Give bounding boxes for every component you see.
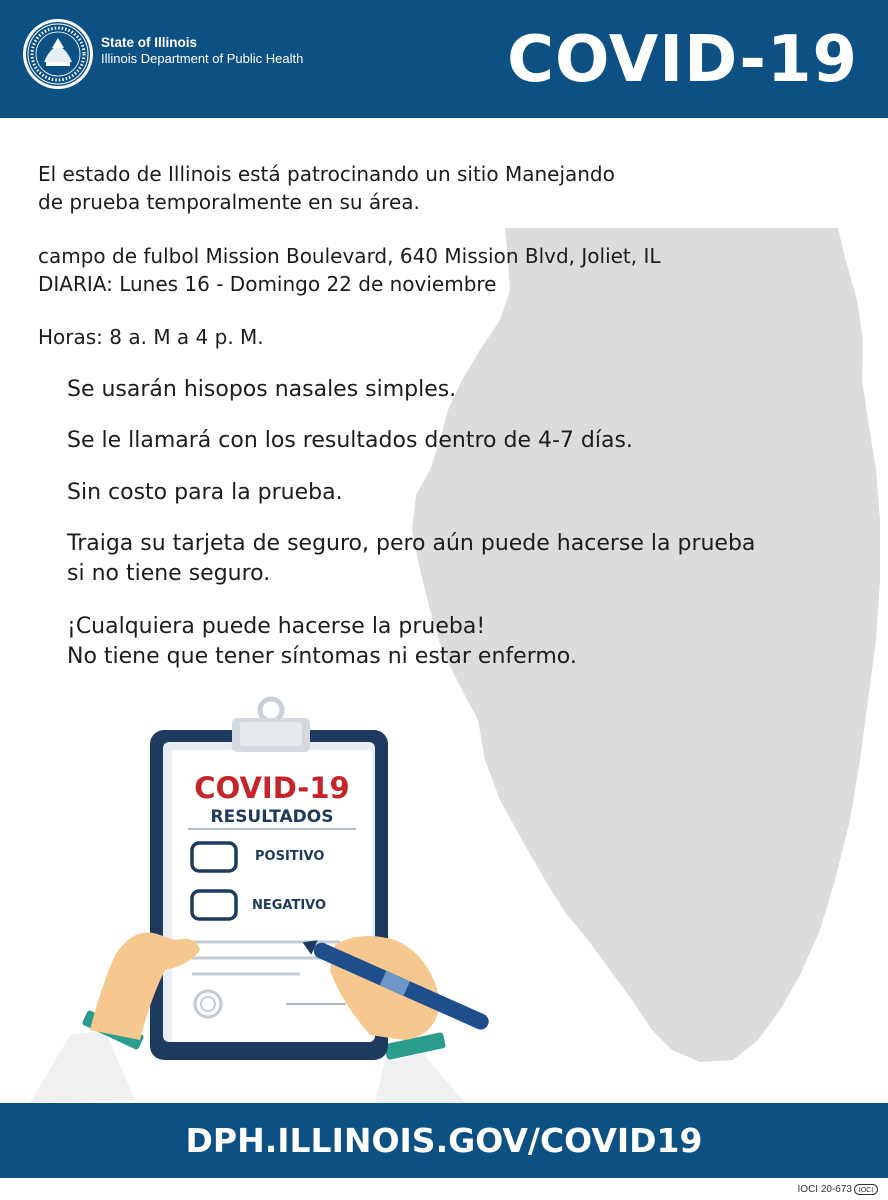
- point-swabs: Se usarán hisopos nasales simples.: [67, 377, 457, 402]
- agency-name: [101, 35, 303, 67]
- state-seal-icon: [22, 18, 94, 90]
- option-negativo-label: NEGATIVO: [252, 898, 327, 913]
- footer-url-link[interactable]: DPH.ILLINOIS.GOV/COVID19: [185, 1121, 703, 1160]
- point-anyone-line-2: No tiene que tener síntomas ni estar enfermo.: [67, 644, 577, 669]
- agency-line-2: Illinois Department of Public Health: [101, 51, 304, 66]
- intro-line-2: de prueba temporalmente en su área.: [38, 190, 420, 214]
- clipboard-illustration: [0, 680, 560, 1110]
- intro-line-1: El estado de Illinois está patrocinando un sitio Manejando: [38, 162, 615, 186]
- hours: Horas: 8 a. M a 4 p. M.: [38, 325, 264, 349]
- point-results: Se le llamará con los resultados dentro de 4-7 días.: [67, 428, 633, 453]
- agency-line-1: State of Illinois: [101, 35, 198, 50]
- clipboard-title: COVID-19: [194, 771, 350, 805]
- point-no-cost: Sin costo para la prueba.: [67, 480, 343, 505]
- clipboard-subtitle: RESULTADOS: [210, 807, 334, 827]
- svg-text:IOCI: IOCI: [858, 1187, 874, 1195]
- ioci-logo-icon: [854, 1184, 878, 1195]
- location-dates: DIARIA: Lunes 16 - Domingo 22 de noviembre: [38, 272, 497, 296]
- point-insurance-line-2: si no tiene seguro.: [67, 561, 271, 586]
- document-code: IOCI 20-673: [797, 1184, 852, 1195]
- page-title: COVID-19: [507, 23, 858, 97]
- option-positivo-label: POSITIVO: [255, 849, 325, 864]
- location-address: campo de fulbol Mission Boulevard, 640 Mission Blvd, Joliet, IL: [38, 244, 661, 268]
- point-insurance-line-1: Traiga su tarjeta de seguro, pero aún puede hacerse la prueba: [67, 531, 756, 556]
- point-anyone-line-1: ¡Cualquiera puede hacerse la prueba!: [67, 614, 486, 639]
